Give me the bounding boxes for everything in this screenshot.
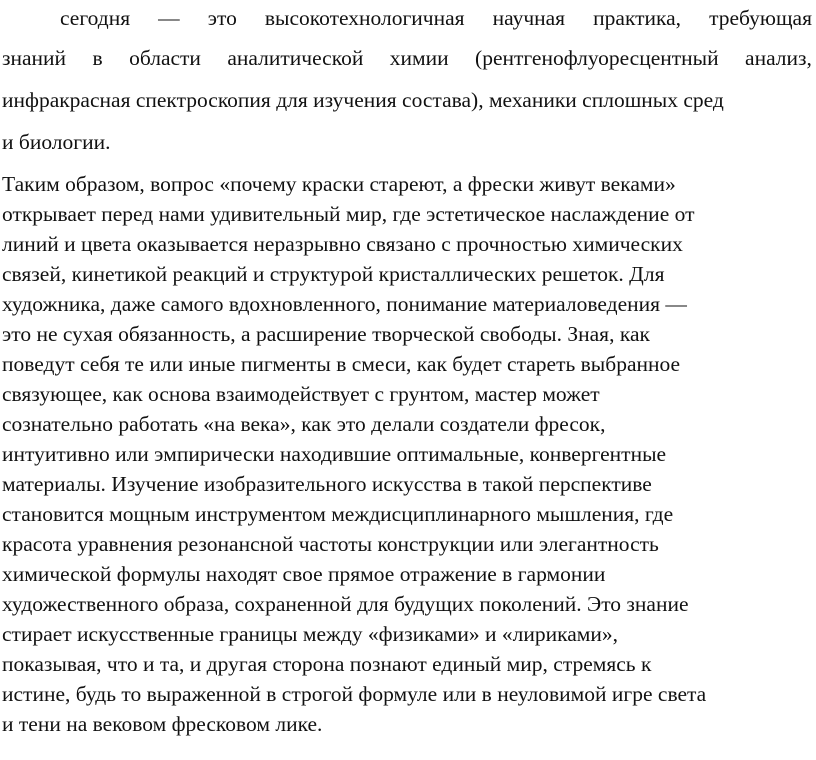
- word: высокотехнологичная: [264, 6, 465, 30]
- paragraph-2-line-15: художественного образа, сохраненной для будущих поколений. Это знание: [2, 592, 689, 616]
- paragraph-2-line-7: поведут себя те или иные пигменты в смеси, как будет стареть выбранное: [2, 352, 681, 376]
- paragraph-2-line-1: Таким образом, вопрос «почему краски стареют, а фрески живут веками»: [2, 172, 676, 196]
- paragraph-2-line-12: становится мощным инструментом междисциплинарного мышления, где: [2, 502, 674, 526]
- word: требующая: [709, 6, 812, 30]
- word: (рентгенофлуоресцентный: [475, 46, 719, 70]
- word: сегодня: [60, 6, 131, 30]
- paragraph-1-line-4: и биологии.: [2, 130, 111, 154]
- paragraph-1-line-3: инфракрасная спектроскопия для изучения состава), механики сплошных сред: [2, 88, 724, 112]
- paragraph-1-line-2: [2, 48, 812, 70]
- word: области: [129, 46, 201, 70]
- paragraph-2-line-10: интуитивно или эмпирически находившие оптимальные, конвергентные: [2, 442, 667, 466]
- paragraph-2-line-19: и тени на вековом фресковом лике.: [2, 712, 323, 736]
- paragraph-2-line-18: истине, будь то выраженной в строгой формуле или в неуловимой игре света: [2, 682, 707, 706]
- paragraph-2-line-6: это не сухая обязанность, а расширение творческой свободы. Зная, как: [2, 322, 650, 346]
- paragraph-2-line-11: материалы. Изучение изобразительного искусства в такой перспективе: [2, 472, 652, 496]
- word: аналитической: [227, 46, 364, 70]
- word: —: [158, 6, 180, 30]
- paragraph-2-line-14: химической формулы находят свое прямое отражение в гармонии: [2, 562, 606, 586]
- word: химии: [389, 46, 449, 70]
- word: научная: [492, 6, 566, 30]
- paragraph-2-line-17: показывая, что и та, и другая сторона познают единый мир, стремясь к: [2, 652, 652, 676]
- word: анализ,: [745, 46, 812, 70]
- paragraph-2-line-5: художника, даже самого вдохновленного, понимание материаловедения —: [2, 292, 687, 316]
- paragraph-2-line-13: красота уравнения резонансной частоты конструкции или элегантность: [2, 532, 659, 556]
- paragraph-2-line-8: связующее, как основа взаимодействует с грунтом, мастер может: [2, 382, 600, 406]
- paragraph-2-line-16: стирает искусственные границы между «физиками» и «лириками»,: [2, 622, 619, 646]
- word: это: [207, 6, 237, 30]
- paragraph-2-line-9: сознательно работать «на века», как это делали создатели фресок,: [2, 412, 606, 436]
- paragraph-1-line-1: [60, 8, 812, 30]
- word: в: [92, 46, 103, 70]
- paragraph-2-line-3: линий и цвета оказывается неразрывно связано с прочностью химических: [2, 232, 683, 256]
- word: знаний: [2, 46, 67, 70]
- word: практика,: [593, 6, 682, 30]
- paragraph-2-line-2: открывает перед нами удивительный мир, где эстетическое наслаждение от: [2, 202, 695, 226]
- paragraph-2-line-4: связей, кинетикой реакций и структурой кристаллических решеток. Для: [2, 262, 665, 286]
